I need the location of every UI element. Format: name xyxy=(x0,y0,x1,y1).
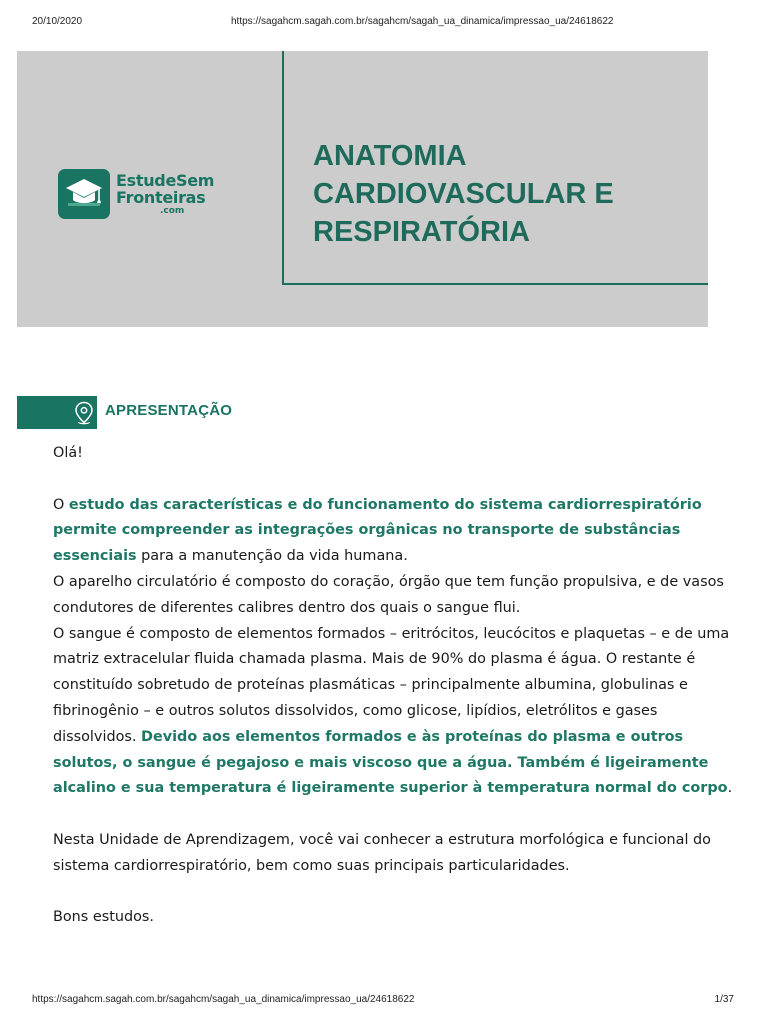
presentation-text xyxy=(53,441,743,931)
paragraph-unit: Nesta Unidade de Aprendizagem, você vai conhecer a estrutura morfológica e funcional do sistema cardiorrespiratório, bem como suas principais particularidades. xyxy=(53,831,711,874)
logo-text-suffix: .com xyxy=(160,205,185,216)
graduation-cap-icon xyxy=(58,169,110,219)
course-title: ANATOMIA CARDIOVASCULAR E RESPIRATÓRIA xyxy=(313,140,614,248)
banner-divider-horizontal xyxy=(282,283,708,285)
banner-divider-vertical xyxy=(282,51,284,284)
print-date: 20/10/2020 xyxy=(32,16,83,27)
greeting: Olá! xyxy=(53,445,83,461)
logo-text-line2: Fronteiras xyxy=(116,187,206,207)
paragraph-intro-end: para a manutenção da vida humana. xyxy=(136,548,408,565)
logo-text-line1: EstudeSem xyxy=(116,170,215,190)
paragraph-blood-end: . xyxy=(727,780,733,797)
paragraph-blood-start: O sangue é composto de elementos formados – eritrócitos, leucócitos e plaquetas – e de uma matriz extracelular fluida chamada plasma. Mais de 90% do plasma é água. O restante é constituído sobretudo de proteínas plasmáticas – principalmente albumina, globulinas e fibrinogênio – e outros solutos dissolvidos, como glicose, lipídios, eletrólitos e gases dissolvidos. xyxy=(53,625,730,745)
course-banner xyxy=(17,51,708,327)
location-pin-icon xyxy=(74,401,94,425)
print-url-footer: https://sagahcm.sagah.com.br/sagahcm/sagah_ua_dinamica/impressao_ua/24618622 xyxy=(32,994,415,1005)
brand-logo xyxy=(58,169,214,219)
paragraph-blood xyxy=(53,622,743,803)
paragraph-intro xyxy=(53,493,743,570)
closing: Bons estudos. xyxy=(53,909,154,926)
page-number: 1/37 xyxy=(714,994,734,1005)
paragraph-intro-highlight: estudo das características e do funcionamento do sistema cardiorrespiratório permite compreender as integrações orgânicas no transporte de substâncias essenciais xyxy=(53,496,702,565)
print-url-header: https://sagahcm.sagah.com.br/sagahcm/sagah_ua_dinamica/impressao_ua/24618622 xyxy=(231,16,614,27)
section-title: APRESENTAÇÃO xyxy=(105,402,233,419)
paragraph-blood-highlight: Devido aos elementos formados e às proteínas do plasma e outros solutos, o sangue é pegajoso e mais viscoso que a água. Também é ligeiramente alcalino e sua temperatura é ligeiramente superior à temperatura normal do corpo xyxy=(53,728,728,797)
paragraph-intro-start: O xyxy=(53,496,69,513)
section-marker xyxy=(17,396,97,429)
paragraph-circulatory: O aparelho circulatório é composto do coração, órgão que tem função propulsiva, e de vasos condutores de diferentes calibres dentro dos quais o sangue flui. xyxy=(53,573,724,616)
